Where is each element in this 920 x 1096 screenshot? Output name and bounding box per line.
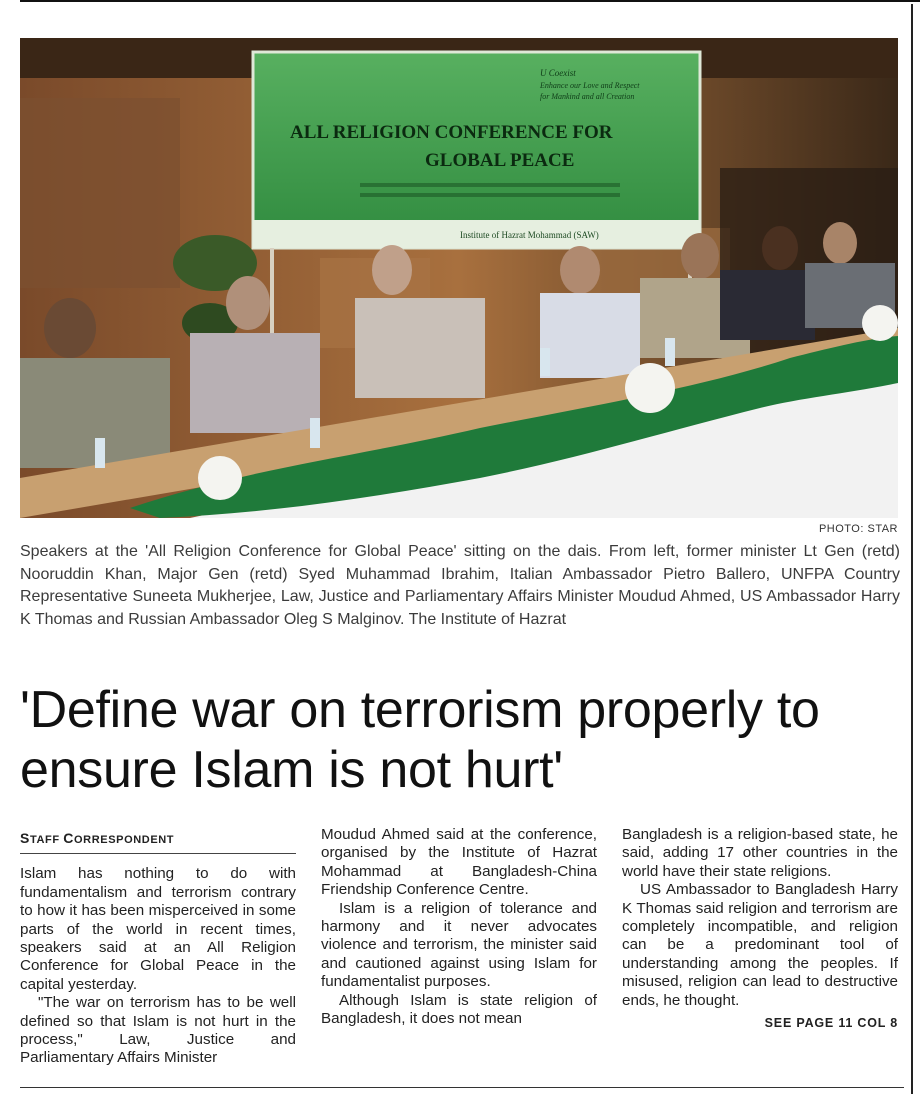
banner-subtext-1: Enhance our Love and Respect <box>540 81 640 90</box>
article-column-1 <box>20 826 296 1068</box>
article-column-3 <box>622 826 898 1032</box>
banner-top-text: U Coexist <box>540 68 576 78</box>
paragraph: Islam is a religion of tolerance and harmony and it never advocates violence and terrorism, the minister said and cautioned against using Islam for fundamentalist purposes. <box>321 899 597 991</box>
top-rule <box>20 0 920 2</box>
news-photo <box>20 38 898 518</box>
paragraph: "The war on terrorism has to be well defined so that Islam is not hurt in the process," Law, Justice and Parliamentary Affairs Minister <box>20 994 296 1067</box>
banner-title-line1: ALL RELIGION CONFERENCE FOR <box>290 122 613 143</box>
article-column-2 <box>321 826 597 1028</box>
bottom-rule <box>20 1087 904 1088</box>
paragraph: Islam has nothing to do with fundamentalism and terrorism contrary to how it has been misperceived in some parts of the world in recent times, speakers said at an All Religion Conference for Global Peace in the capital yesterday. <box>20 865 296 993</box>
headline: 'Define war on terrorism properly to ensure Islam is not hurt' <box>20 681 820 799</box>
paragraph: Bangladesh is a religion-based state, he said, adding 17 other countries in the world have their state religions. <box>622 826 898 880</box>
photo-credit: PHOTO: STAR <box>818 523 898 535</box>
continued-jump-link[interactable]: SEE PAGE 11 COL 8 <box>764 1016 898 1031</box>
byline: STAFF CORRESPONDENT <box>20 829 296 854</box>
column-rule <box>911 4 913 1094</box>
photo-caption: Speakers at the 'All Religion Conference for Global Peace' sitting on the dais. From left, former minister Lt Gen (retd) Nooruddin Khan, Major Gen (retd) Syed Muhammad Ibrahim, Italian Ambassador Pietro Ballero, UNFPA Country Representative Suneeta Mukherjee, Law, Justice and Parliamentary Affairs Minister Moudud Ahmed, US Ambassador Harry K Thomas and Russian Ambassador Oleg S Malginov. The Institute of Hazrat <box>20 543 900 628</box>
banner-title-line2: GLOBAL PEACE <box>425 150 575 171</box>
paragraph: US Ambassador to Bangladesh Harry K Thomas said religion and terrorism are completely incompatible, and religion can be a predominant tool of understanding among the peoples. If misused, religion can lead to destructive ends, he thought. <box>622 881 898 1009</box>
banner-subtext-2: for Mankind and all Creation <box>540 92 635 101</box>
paragraph: Although Islam is state religion of Bangladesh, it does not mean <box>321 991 597 1028</box>
paragraph: Moudud Ahmed said at the conference, organised by the Institute of Hazrat Mohammad at Bangladesh-China Friendship Conference Centre. <box>321 826 597 899</box>
banner-organiser: Institute of Hazrat Mohammad (SAW) <box>460 230 599 240</box>
